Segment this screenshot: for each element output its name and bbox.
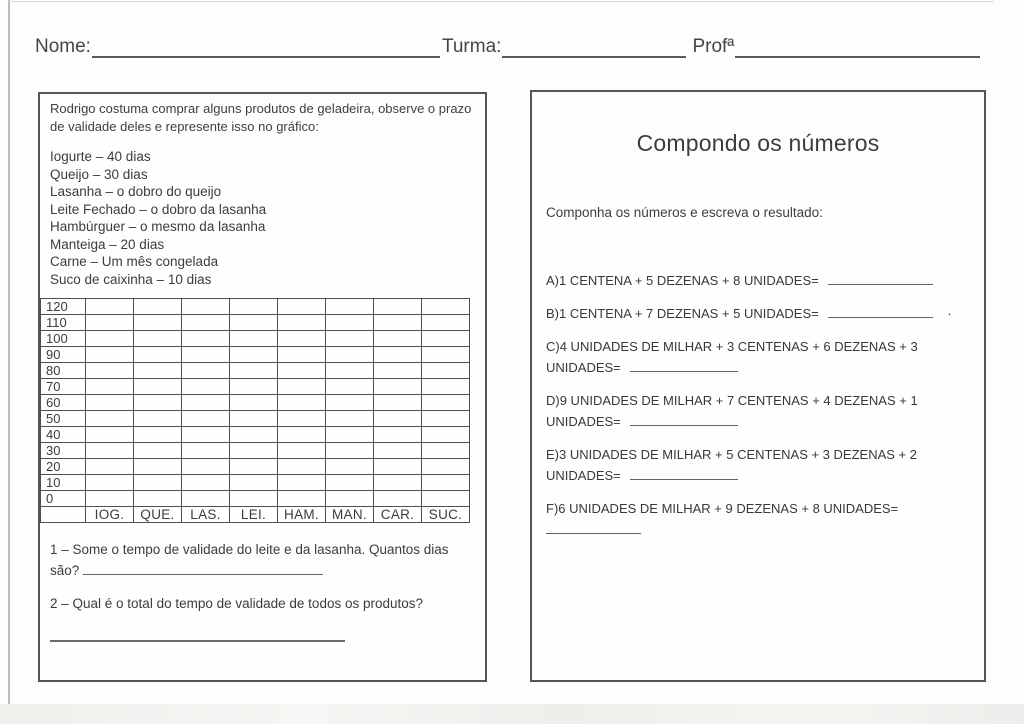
item-f-text: F)6 UNIDADES DE MILHAR + 9 DEZENAS + 8 UNIDADES=: [546, 501, 899, 516]
grid-cell: [374, 491, 422, 507]
product-item: Leite Fechado – o dobro da lasanha: [50, 201, 267, 217]
item-b-blank: [828, 304, 933, 318]
x-category-label: LAS.: [182, 507, 230, 523]
composition-item-b: [546, 303, 970, 324]
grid-cell: [230, 347, 278, 363]
grid-cell: [182, 459, 230, 475]
grid-cell: [374, 411, 422, 427]
grid-cell: [326, 475, 374, 491]
grid-cell: [278, 491, 326, 507]
grid-cell: [86, 427, 134, 443]
grid-cell: [326, 491, 374, 507]
grid-cell: [422, 459, 470, 475]
question-1-blank: [83, 561, 323, 575]
grid-cell: [422, 491, 470, 507]
nome-blank-line: [92, 38, 440, 58]
grid-cell: [374, 315, 422, 331]
grid-cell: [326, 459, 374, 475]
instruction-text: Componha os números e escreva o resultado:: [546, 205, 823, 220]
grid-cell: [278, 475, 326, 491]
grid-cell: [86, 411, 134, 427]
grid-cell: [422, 475, 470, 491]
prof-blank-line: [735, 38, 980, 58]
x-category-label: MAN.: [326, 507, 374, 523]
y-tick-label: 40: [41, 427, 86, 443]
grid-row: [41, 427, 470, 443]
grid-row: [41, 363, 470, 379]
item-e-text: E)3 UNIDADES DE MILHAR + 5 CENTENAS + 3 DEZENAS + 2 UNIDADES=: [546, 447, 917, 483]
x-label-row: [41, 507, 470, 523]
y-tick-label: 70: [41, 379, 86, 395]
header: [35, 36, 987, 58]
grid-row: [41, 395, 470, 411]
grid-cell: [326, 411, 374, 427]
x-category-label: QUE.: [134, 507, 182, 523]
item-a-text: A)1 CENTENA + 5 DEZENAS + 8 UNIDADES=: [546, 273, 819, 288]
product-item: Suco de caixinha – 10 dias: [50, 271, 212, 287]
grid-cell: [374, 347, 422, 363]
grid-cell: [278, 331, 326, 347]
x-category-label: CAR.: [374, 507, 422, 523]
y-tick-label: 90: [41, 347, 86, 363]
y-tick-label: 10: [41, 475, 86, 491]
grid-cell: [422, 395, 470, 411]
grid-row: [41, 347, 470, 363]
grid-cell: [230, 475, 278, 491]
grid-cell: [278, 363, 326, 379]
composition-item-c: [546, 336, 970, 378]
corner-cell: [41, 507, 86, 523]
product-item: Lasanha – o dobro do queijo: [50, 184, 222, 199]
grid-cell: [134, 459, 182, 475]
composition-item-d: [546, 390, 970, 432]
grid-cell: [230, 299, 278, 315]
item-a-blank: [828, 271, 933, 285]
product-list: [50, 148, 475, 288]
x-category-label: IOG.: [86, 507, 134, 523]
item-e-blank: [630, 466, 738, 480]
grid-row: [41, 315, 470, 331]
grid-cell: [134, 395, 182, 411]
grid-cell: [134, 347, 182, 363]
product-item: Hambúrguer – o mesmo da lasanha: [50, 219, 266, 234]
intro-text: Rodrigo costuma comprar alguns produtos de geladeira, observe o prazo de validade deles e represente isso no gráfico:: [50, 101, 472, 134]
grid-cell: [182, 475, 230, 491]
y-tick-label: 110: [41, 315, 86, 331]
grid-cell: [230, 427, 278, 443]
y-tick-label: 80: [41, 363, 86, 379]
grid-cell: [422, 379, 470, 395]
grid-cell: [230, 363, 278, 379]
prof-label: Profª: [692, 36, 735, 57]
question-2-blank: [50, 640, 345, 642]
product-item: Manteiga – 20 dias: [50, 236, 165, 252]
grid-cell: [86, 299, 134, 315]
grid-cell: [86, 379, 134, 395]
y-tick-label: 120: [41, 299, 86, 315]
grid-row: [41, 379, 470, 395]
grid-cell: [182, 315, 230, 331]
grid-cell: [278, 411, 326, 427]
grid-cell: [230, 395, 278, 411]
grid-cell: [134, 491, 182, 507]
grid-cell: [134, 363, 182, 379]
grid-cell: [278, 395, 326, 411]
grid-cell: [86, 347, 134, 363]
grid-cell: [326, 443, 374, 459]
grid-cell: [326, 331, 374, 347]
validity-chart-grid-body: [41, 299, 470, 523]
grid-cell: [182, 491, 230, 507]
grid-cell: [230, 379, 278, 395]
grid-cell: [230, 315, 278, 331]
page-title: Compondo os números: [636, 130, 880, 156]
grid-cell: [374, 379, 422, 395]
grid-cell: [182, 299, 230, 315]
grid-cell: [86, 315, 134, 331]
grid-cell: [374, 299, 422, 315]
y-tick-label: 100: [41, 331, 86, 347]
grid-cell: [326, 347, 374, 363]
grid-cell: [86, 443, 134, 459]
grid-cell: [134, 443, 182, 459]
grid-cell: [326, 315, 374, 331]
grid-cell: [86, 395, 134, 411]
grid-cell: [422, 347, 470, 363]
y-tick-label: 20: [41, 459, 86, 475]
grid-cell: [374, 395, 422, 411]
grid-cell: [374, 363, 422, 379]
grid-cell: [182, 411, 230, 427]
grid-row: [41, 331, 470, 347]
scan-edge-top: [8, 1, 994, 2]
grid-cell: [278, 459, 326, 475]
grid-row: [41, 299, 470, 315]
grid-cell: [134, 299, 182, 315]
turma-blank-line: [502, 38, 686, 58]
grid-cell: [278, 427, 326, 443]
grid-cell: [230, 411, 278, 427]
grid-cell: [182, 347, 230, 363]
item-b-after: ·: [947, 306, 952, 321]
grid-cell: [326, 379, 374, 395]
grid-cell: [422, 363, 470, 379]
x-category-label: LEI.: [230, 507, 278, 523]
grid-cell: [374, 475, 422, 491]
grid-cell: [374, 427, 422, 443]
grid-cell: [86, 475, 134, 491]
question-1: [50, 539, 475, 581]
left-worksheet-box: [38, 92, 487, 682]
grid-cell: [374, 459, 422, 475]
grid-cell: [230, 491, 278, 507]
composition-item-a: [546, 270, 970, 291]
grid-row: [41, 411, 470, 427]
scan-strip-bottom: [0, 704, 1024, 724]
grid-cell: [422, 315, 470, 331]
grid-cell: [182, 427, 230, 443]
grid-cell: [374, 443, 422, 459]
y-tick-label: 0: [41, 491, 86, 507]
grid-cell: [278, 443, 326, 459]
grid-cell: [422, 427, 470, 443]
scan-edge-left: [8, 0, 10, 706]
grid-cell: [182, 379, 230, 395]
y-tick-label: 50: [41, 411, 86, 427]
grid-cell: [134, 475, 182, 491]
grid-cell: [326, 427, 374, 443]
product-item: Iogurte – 40 dias: [50, 149, 151, 164]
grid-cell: [374, 331, 422, 347]
grid-cell: [86, 459, 134, 475]
grid-cell: [326, 363, 374, 379]
grid-cell: [182, 395, 230, 411]
grid-cell: [134, 411, 182, 427]
item-f-blank: [546, 520, 641, 534]
grid-cell: [230, 443, 278, 459]
composition-item-f: [546, 498, 970, 540]
grid-row: [41, 459, 470, 475]
grid-cell: [278, 315, 326, 331]
grid-cell: [230, 459, 278, 475]
grid-row: [41, 475, 470, 491]
grid-cell: [86, 363, 134, 379]
validity-chart-grid: [40, 298, 470, 523]
y-tick-label: 60: [41, 395, 86, 411]
right-worksheet-box: [530, 90, 986, 682]
grid-cell: [230, 331, 278, 347]
grid-cell: [422, 443, 470, 459]
item-c-blank: [630, 358, 738, 372]
nome-label: Nome:: [35, 36, 91, 57]
question-2: [50, 593, 475, 642]
grid-cell: [422, 299, 470, 315]
x-category-label: SUC.: [422, 507, 470, 523]
item-b-text: B)1 CENTENA + 7 DEZENAS + 5 UNIDADES=: [546, 306, 819, 321]
grid-row: [41, 491, 470, 507]
grid-cell: [86, 491, 134, 507]
composition-items: [546, 270, 970, 540]
grid-cell: [134, 315, 182, 331]
grid-row: [41, 443, 470, 459]
grid-cell: [182, 443, 230, 459]
item-d-blank: [630, 412, 738, 426]
question-2-text: 2 – Qual é o total do tempo de validade de todos os produtos?: [50, 596, 424, 611]
item-c-text: C)4 UNIDADES DE MILHAR + 3 CENTENAS + 6 DEZENAS + 3 UNIDADES=: [546, 339, 918, 375]
y-tick-label: 30: [41, 443, 86, 459]
grid-cell: [326, 299, 374, 315]
grid-cell: [134, 331, 182, 347]
grid-cell: [134, 379, 182, 395]
grid-cell: [326, 395, 374, 411]
grid-cell: [278, 347, 326, 363]
grid-cell: [182, 363, 230, 379]
product-item: Carne – Um mês congelada: [50, 254, 219, 269]
x-category-label: HAM.: [278, 507, 326, 523]
grid-cell: [278, 299, 326, 315]
grid-cell: [182, 331, 230, 347]
grid-cell: [134, 427, 182, 443]
grid-cell: [422, 331, 470, 347]
composition-item-e: [546, 444, 970, 486]
grid-cell: [278, 379, 326, 395]
question-1-text: 1 – Some o tempo de validade do leite e da lasanha. Quantos dias são?: [50, 542, 449, 578]
product-item: Queijo – 30 dias: [50, 166, 148, 182]
grid-cell: [86, 331, 134, 347]
item-d-text: D)9 UNIDADES DE MILHAR + 7 CENTENAS + 4 DEZENAS + 1 UNIDADES=: [546, 393, 918, 429]
grid-cell: [422, 411, 470, 427]
turma-label: Turma:: [441, 36, 502, 57]
